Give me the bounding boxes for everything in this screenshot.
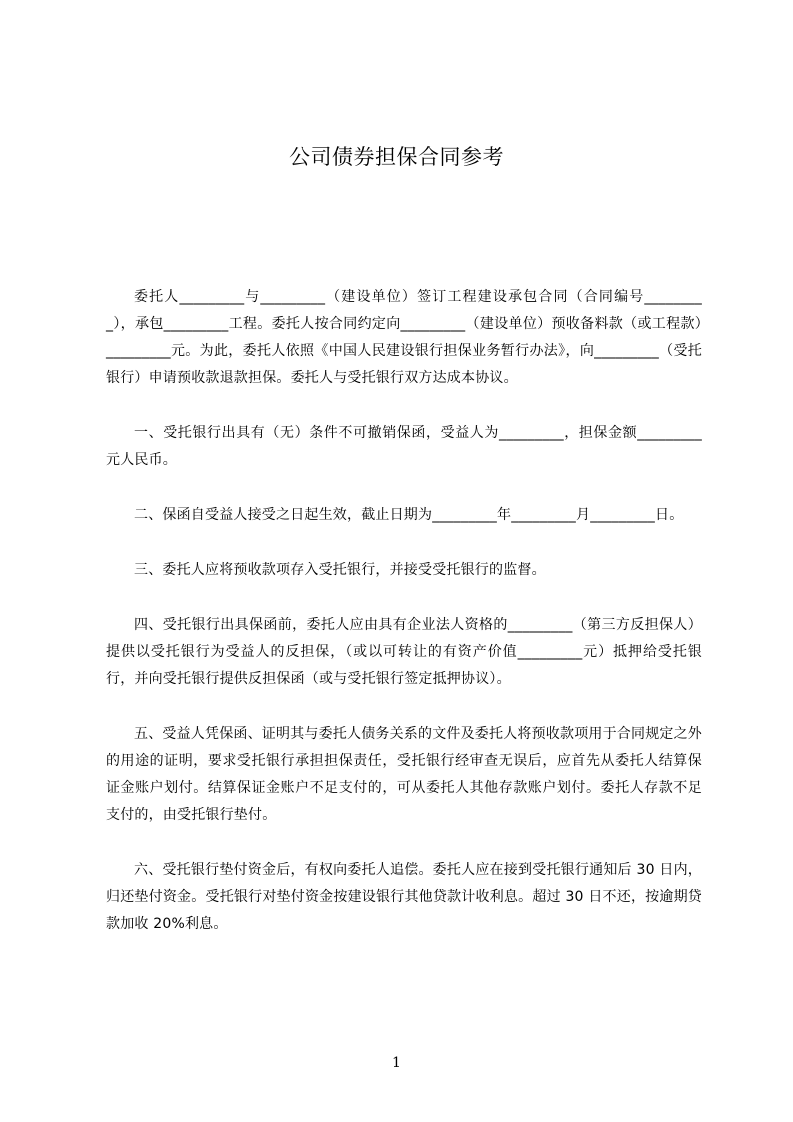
paragraph-clause-6: 六、受托银行垫付资金后，有权向委托人追偿。委托人应在接到受托银行通知后 30 日内，归还垫付资金。受托银行对垫付资金按建设银行其他贷款计收利息。超过 30 日不还，按逾期贷款加收 20%利息。 [106, 862, 702, 932]
paragraph-clause-2: 二、保函自受益人接受之日起生效，截止日期为_________年_________月_________日。 [134, 507, 684, 523]
document-body [106, 284, 702, 966]
paragraph-clause-1: 一、受托银行出具有（无）条件不可撤销保函，受益人为_________，担保金额_________元人民币。 [106, 425, 702, 468]
document-title: 公司债券担保合同参考 [289, 145, 504, 169]
paragraph-clause-4: 四、受托银行出具保函前，委托人应由具有企业法人资格的_________（第三方反担保人）提供以受托银行为受益人的反担保，（或以可转让的有资产价值_________元）抵押给受托银行，并向受托银行提供反担保函（或与受托银行签定抵押协议）。 [106, 617, 702, 687]
paragraph-preamble: 委托人_________与_________（建设单位）签订工程建设承包合同（合同编号_________），承包_________工程。委托人按合同约定向_________（建设单位）预收备料款（或工程款）_________元。为此，委托人依照《中国人民建设银行担保业务暂行办法》，向_________（受托银行）申请预收款退款担保。委托人与受托银行双方达成本协议。 [106, 289, 702, 386]
paragraph-clause-5: 五、受益人凭保函、证明其与委托人债务关系的文件及委托人将预收款项用于合同规定之外的用途的证明，要求受托银行承担担保责任，受托银行经审查无误后，应首先从委托人结算保证金账户划付。结算保证金账户不足支付的，可从委托人其他存款账户划付。委托人存款不足支付的，由受托银行垫付。 [106, 726, 702, 823]
page-number: 1 [392, 1055, 401, 1071]
paragraph-clause-3: 三、委托人应将预收款项存入受托银行，并接受受托银行的监督。 [134, 562, 546, 578]
